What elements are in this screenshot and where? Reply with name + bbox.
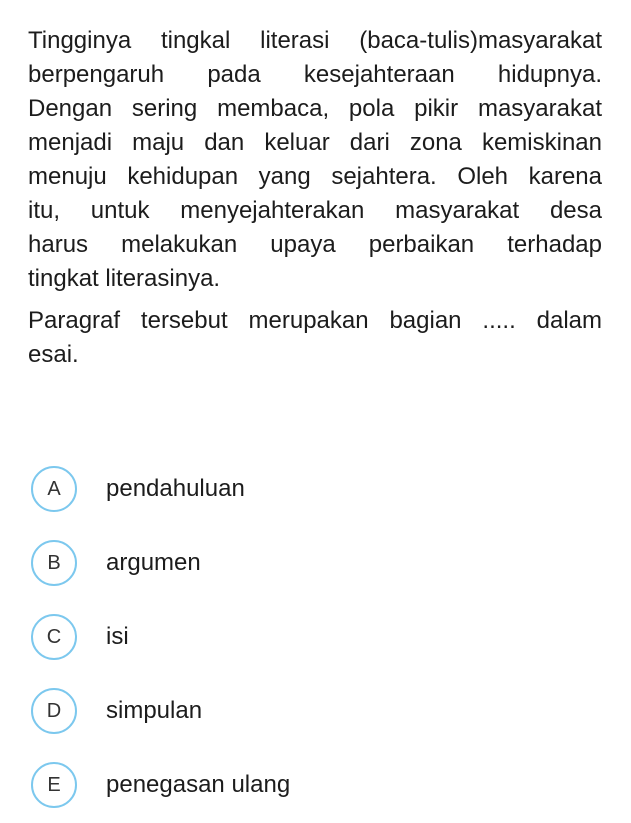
option-c[interactable] bbox=[31, 601, 591, 673]
prompt-line: Paragraf tersebut merupakan bagian ..... dalam bbox=[28, 307, 602, 334]
passage-line: tingkat literasinya. bbox=[28, 265, 221, 292]
answer-options bbox=[31, 453, 591, 823]
option-e-radio[interactable]: E bbox=[31, 762, 77, 808]
passage-line: menuju kehidupan yang sejahtera. Oleh karena bbox=[28, 163, 602, 190]
prompt-line: esai. bbox=[28, 341, 79, 368]
option-d-radio[interactable]: D bbox=[31, 688, 77, 734]
option-b[interactable] bbox=[31, 527, 591, 599]
passage-line: berpengaruh pada kesejahteraan hidupnya. bbox=[28, 61, 602, 88]
passage-line: Dengan sering membaca, pola pikir masyarakat bbox=[28, 95, 602, 122]
option-a-label[interactable]: pendahuluan bbox=[106, 475, 245, 502]
question-passage bbox=[28, 24, 602, 296]
option-b-label[interactable]: argumen bbox=[106, 549, 201, 576]
option-a[interactable] bbox=[31, 453, 591, 525]
option-c-radio[interactable]: C bbox=[31, 614, 77, 660]
passage-line: menjadi maju dan keluar dari zona kemiskinan bbox=[28, 129, 602, 156]
option-d-label[interactable]: simpulan bbox=[106, 697, 203, 724]
option-c-label[interactable]: isi bbox=[106, 623, 129, 650]
option-a-radio[interactable]: A bbox=[31, 466, 77, 512]
option-d[interactable] bbox=[31, 675, 591, 747]
passage-line: Tingginya tingkal literasi (baca-tulis)masyarakat bbox=[28, 27, 602, 54]
question-block bbox=[28, 24, 602, 372]
option-e-label[interactable]: penegasan ulang bbox=[106, 771, 291, 798]
passage-line: itu, untuk menyejahterakan masyarakat desa bbox=[28, 197, 602, 224]
passage-line: harus melakukan upaya perbaikan terhadap bbox=[28, 231, 602, 258]
option-e[interactable] bbox=[31, 749, 591, 821]
question-prompt bbox=[28, 304, 602, 372]
option-b-radio[interactable]: B bbox=[31, 540, 77, 586]
